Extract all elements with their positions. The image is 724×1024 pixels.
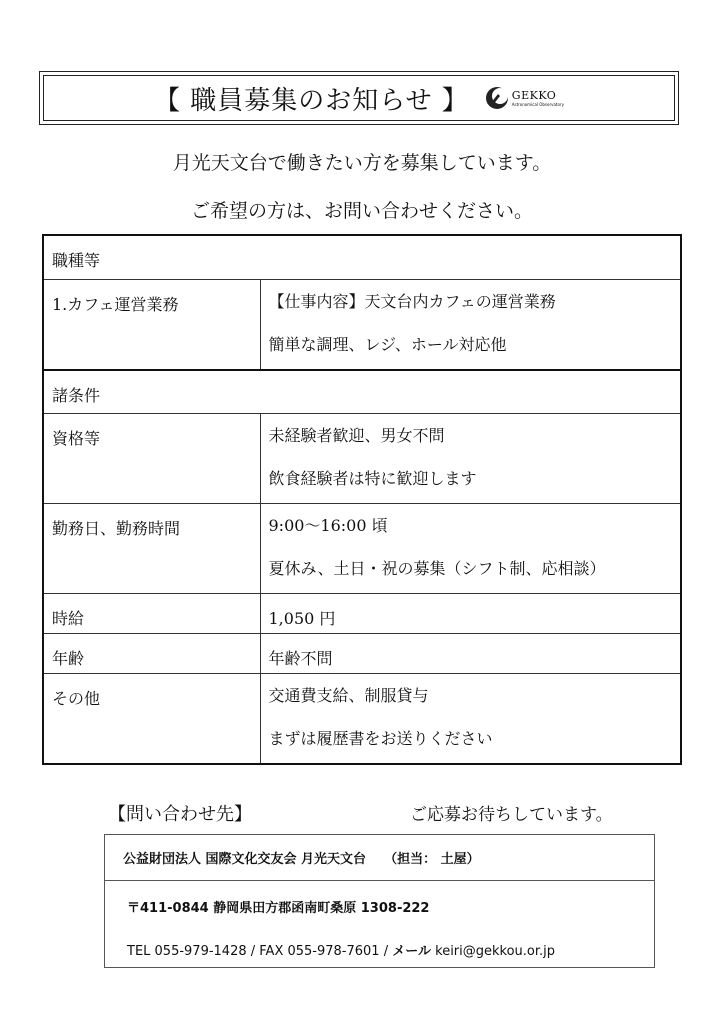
qualifications-line-1: 未経験者歓迎、男女不問: [268, 426, 445, 445]
section-heading-conditions: 諸条件: [43, 370, 681, 414]
job-label: 1.カフェ運営業務: [43, 279, 260, 370]
qualifications-line-2: 飲食経験者は特に歓迎します: [268, 469, 477, 488]
other-line-1: 交通費支給、制服貸与: [268, 686, 429, 705]
schedule-days: 夏休み、土日・祝の募集（シフト制、応相談）: [268, 559, 606, 578]
wage-label: 時給: [43, 594, 260, 634]
section-heading-job: 職種等: [43, 235, 681, 279]
contact-person: （担当： 土屋）: [384, 852, 480, 867]
mail-label: メール: [392, 944, 431, 959]
table-row: [43, 504, 681, 594]
section-row-job: [43, 235, 681, 279]
contact-box: [104, 834, 655, 968]
table-row: [43, 674, 681, 765]
logo-name: GEKKO: [511, 88, 557, 102]
page-title: 【 職員募集のお知らせ 】: [154, 85, 469, 116]
contact-organization-row: [105, 835, 654, 881]
age-value: 年齢不問: [260, 634, 681, 674]
table-row: [43, 594, 681, 634]
qualifications-value: [260, 414, 681, 504]
logo-subtitle: Astronomical Observatory: [511, 101, 564, 107]
contact-phone-mail-row: [127, 940, 555, 959]
job-description: 【仕事内容】天文台内カフェの運営業務: [268, 291, 556, 311]
title-inner-frame: [43, 75, 675, 121]
other-value: [260, 674, 681, 765]
organization-name: 公益財団法人 国際文化交友会 月光天文台: [123, 852, 367, 867]
contact-heading: 【問い合わせ先】: [108, 804, 252, 825]
intro-line-1: 月光天文台で働きたい方を募集しています。: [172, 152, 552, 174]
qualifications-label: 資格等: [43, 414, 260, 504]
recruitment-table: [42, 234, 682, 765]
schedule-label: 勤務日、勤務時間: [43, 504, 260, 594]
contact-email[interactable]: keiri@gekkou.or.jp: [435, 944, 556, 959]
table-row: [43, 279, 681, 370]
contact-address: 〒411-0844 静岡県田方郡函南町桑原 1308-222: [127, 901, 430, 916]
schedule-value: [260, 504, 681, 594]
job-tasks: 簡単な調理、レジ、ホール対応他: [268, 334, 507, 354]
observatory-logo-icon: [485, 86, 509, 110]
schedule-hours: 9:00～16:00 頃: [268, 516, 388, 535]
intro-line-2: ご希望の方は、お問い合わせください。: [190, 200, 533, 222]
job-value: [260, 279, 681, 370]
gekko-logo: [485, 86, 564, 110]
title-frame: [39, 71, 679, 125]
other-label: その他: [43, 674, 260, 765]
age-label: 年齢: [43, 634, 260, 674]
waiting-message: ご応募お待ちしています。: [410, 805, 613, 825]
table-row: [43, 634, 681, 674]
other-line-2: まずは履歴書をお送りください: [268, 729, 493, 748]
wage-value: 1,050 円: [260, 594, 681, 634]
section-row-conditions: [43, 370, 681, 414]
contact-phone: TEL 055-979-1428 / FAX 055-978-7601 /: [127, 944, 389, 959]
table-row: [43, 414, 681, 504]
